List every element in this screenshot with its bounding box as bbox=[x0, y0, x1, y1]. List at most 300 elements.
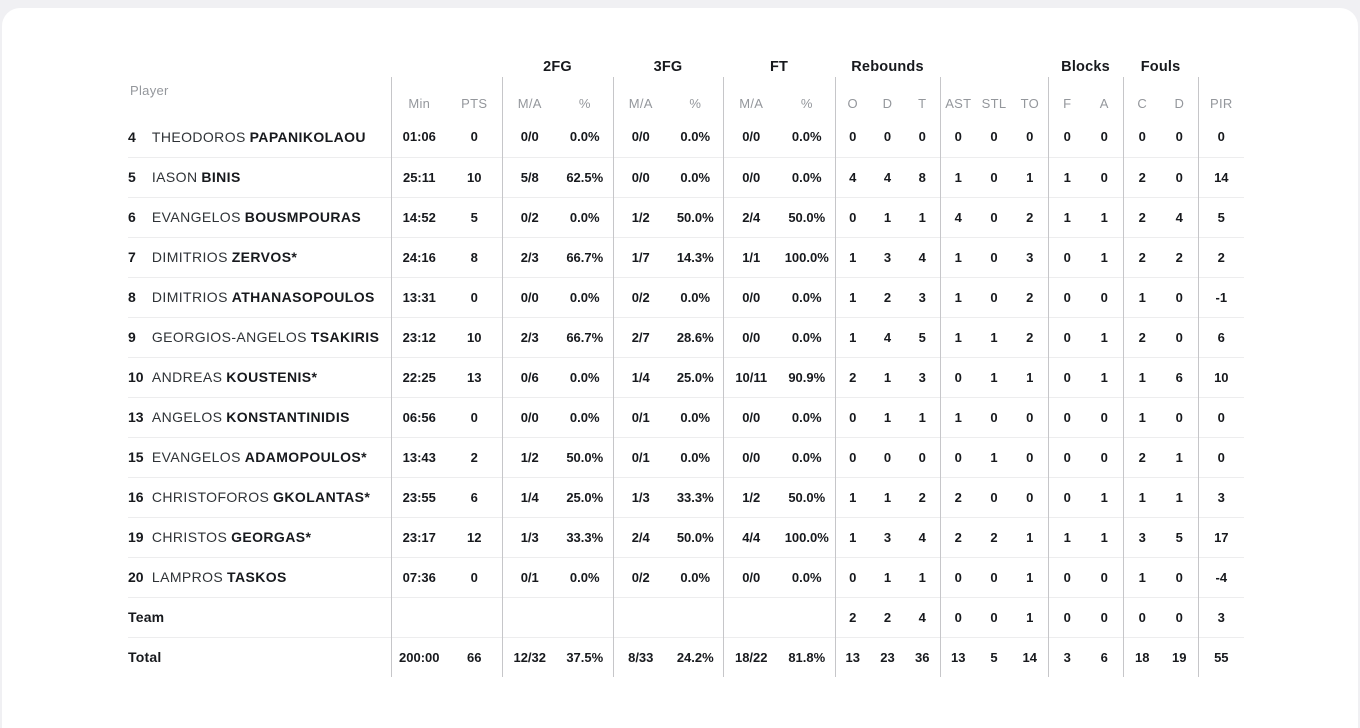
table-row bbox=[128, 397, 1244, 437]
group-header-fouls: Fouls bbox=[1140, 59, 1181, 75]
stat-cell-foul-c: 18 bbox=[1123, 637, 1161, 677]
stat-cell-reb-d: 1 bbox=[870, 477, 905, 517]
stat-cell-3fg-pct: 0.0% bbox=[668, 157, 723, 197]
stat-cell-blk-f: 0 bbox=[1048, 397, 1086, 437]
col-head-foul-d: D bbox=[1174, 96, 1185, 111]
stat-cell-reb-o: 1 bbox=[835, 477, 870, 517]
stat-cell-2fg-ma: 1/4 bbox=[502, 477, 557, 517]
jersey-number: 10 bbox=[128, 369, 144, 385]
stat-cell-3fg-ma: 0/2 bbox=[613, 557, 668, 597]
stat-cell-min: 200:00 bbox=[391, 637, 447, 677]
stat-cell-foul-c: 0 bbox=[1123, 597, 1161, 637]
stat-cell-3fg-ma: 0/2 bbox=[613, 277, 668, 317]
stat-cell-ft-pct: 0.0% bbox=[779, 157, 835, 197]
stat-cell-pir: 3 bbox=[1198, 477, 1244, 517]
stat-cell-ast: 1 bbox=[940, 157, 976, 197]
stat-cell-ft-pct: 81.8% bbox=[779, 637, 835, 677]
stat-cell-blk-a: 0 bbox=[1086, 597, 1123, 637]
stat-cell-ft-pct: 0.0% bbox=[791, 129, 822, 145]
stat-cell-reb-t: 4 bbox=[905, 597, 940, 637]
stat-cell-foul-d: 4 bbox=[1161, 197, 1198, 237]
stat-cell-3fg-ma: 2/4 bbox=[613, 517, 668, 557]
stat-cell-foul-d: 2 bbox=[1161, 237, 1198, 277]
player-cell bbox=[128, 637, 391, 677]
stat-cell-blk-a: 1 bbox=[1086, 197, 1123, 237]
player-first-name: DIMITRIOS bbox=[151, 289, 228, 305]
stat-cell-blk-f: 0 bbox=[1048, 117, 1086, 157]
stat-cell-3fg-pct: 25.0% bbox=[668, 357, 723, 397]
stat-cell-pts: 6 bbox=[447, 477, 502, 517]
stat-cell-foul-d: 6 bbox=[1161, 357, 1198, 397]
stat-cell-ft-ma: 0/0 bbox=[723, 397, 779, 437]
jersey-number: 5 bbox=[128, 169, 136, 185]
player-cell bbox=[128, 397, 391, 437]
player-cell bbox=[128, 317, 391, 357]
stat-cell-foul-c: 1 bbox=[1123, 357, 1161, 397]
group-header-ft: FT bbox=[769, 59, 789, 75]
jersey-number: 4 bbox=[128, 128, 136, 145]
stat-cell-blk-a: 1 bbox=[1086, 317, 1123, 357]
stat-cell-ft-ma: 0/0 bbox=[723, 317, 779, 357]
stat-cell-reb-d: 3 bbox=[870, 237, 905, 277]
stat-cell-reb-d: 1 bbox=[870, 557, 905, 597]
row-label: Total bbox=[128, 649, 162, 666]
stat-cell-pir: 0 bbox=[1198, 397, 1244, 437]
stat-cell-3fg-pct: 0.0% bbox=[668, 277, 723, 317]
stat-cell-foul-d: 5 bbox=[1161, 517, 1198, 557]
stat-cell-reb-t: 5 bbox=[905, 317, 940, 357]
group-header-row bbox=[128, 8, 1244, 77]
jersey-number: 15 bbox=[128, 449, 144, 465]
stat-cell-reb-o: 0 bbox=[835, 397, 870, 437]
stat-cell-reb-d: 4 bbox=[870, 317, 905, 357]
stat-cell-blk-a: 1 bbox=[1086, 357, 1123, 397]
stat-cell-ft-pct: 0.0% bbox=[779, 397, 835, 437]
stat-cell-ft-ma: 4/4 bbox=[723, 517, 779, 557]
stat-cell-stl: 0 bbox=[990, 129, 998, 145]
jersey-number: 8 bbox=[128, 289, 136, 305]
stat-cell-ft-pct: 100.0% bbox=[779, 237, 835, 277]
jersey-number: 7 bbox=[128, 249, 136, 265]
stat-cell-ast: 13 bbox=[940, 637, 976, 677]
group-header-spacer bbox=[1198, 8, 1244, 77]
stat-cell-foul-c: 2 bbox=[1123, 157, 1161, 197]
stat-cell-foul-d: 0 bbox=[1161, 157, 1198, 197]
col-head-ast: AST bbox=[940, 77, 976, 117]
stat-cell-ast: 1 bbox=[940, 397, 976, 437]
group-header-spacer bbox=[940, 8, 1048, 77]
stat-cell-ft-pct: 0.0% bbox=[779, 557, 835, 597]
stat-cell-to: 1 bbox=[1012, 357, 1048, 397]
stat-cell-2fg-pct: 66.7% bbox=[557, 237, 613, 277]
stat-cell-ft-pct: 0.0% bbox=[779, 277, 835, 317]
stat-cell-3fg-pct: 14.3% bbox=[668, 237, 723, 277]
stat-cell-reb-t: 4 bbox=[905, 517, 940, 557]
stat-cell-min: 13:31 bbox=[391, 277, 447, 317]
stat-cell-min: 01:06 bbox=[391, 117, 447, 157]
stat-cell-blk-f: 0 bbox=[1048, 477, 1086, 517]
player-cell bbox=[128, 157, 391, 197]
stat-cell-3fg-ma: 2/7 bbox=[613, 317, 668, 357]
stat-cell-foul-d: 0 bbox=[1175, 129, 1183, 145]
stat-cell-ft-ma: 18/22 bbox=[723, 637, 779, 677]
box-score-card bbox=[2, 8, 1358, 728]
stat-cell-pts: 5 bbox=[447, 197, 502, 237]
table-row bbox=[128, 557, 1244, 597]
stat-cell-ast: 1 bbox=[940, 317, 976, 357]
stat-cell-to: 2 bbox=[1012, 197, 1048, 237]
stat-cell-stl: 0 bbox=[976, 557, 1012, 597]
stat-cell-min: 23:12 bbox=[391, 317, 447, 357]
stat-cell-reb-d: 2 bbox=[870, 277, 905, 317]
stat-cell-blk-a: 0 bbox=[1100, 129, 1108, 145]
table-row bbox=[128, 237, 1244, 277]
stat-cell-blk-a: 1 bbox=[1086, 237, 1123, 277]
col-head-min: Min bbox=[391, 77, 447, 117]
stat-cell-2fg-pct: 0.0% bbox=[557, 277, 613, 317]
player-last-name: GEORGAS* bbox=[231, 529, 312, 545]
stat-cell-foul-d: 0 bbox=[1161, 557, 1198, 597]
stat-cell-3fg-ma: 1/2 bbox=[613, 197, 668, 237]
stat-cell-2fg-ma: 0/0 bbox=[502, 117, 557, 157]
stat-cell-ft-ma: 0/0 bbox=[723, 117, 779, 157]
stat-cell-ft-ma: 0/0 bbox=[723, 557, 779, 597]
stat-cell-ft-pct: 0.0% bbox=[779, 437, 835, 477]
stat-cell-reb-o: 2 bbox=[835, 597, 870, 637]
stat-cell-foul-c: 1 bbox=[1123, 277, 1161, 317]
stat-cell-3fg-pct bbox=[668, 597, 723, 637]
stat-cell-min: 22:25 bbox=[391, 357, 447, 397]
player-cell bbox=[128, 237, 391, 277]
stat-cell-ft-pct: 50.0% bbox=[779, 477, 835, 517]
stat-cell-reb-o: 0 bbox=[835, 437, 870, 477]
col-head-2fg-ma: M/A bbox=[502, 77, 557, 117]
player-first-name: ANGELOS bbox=[151, 409, 223, 425]
stat-cell-to: 2 bbox=[1012, 317, 1048, 357]
stat-cell-ft-ma: 1/1 bbox=[723, 237, 779, 277]
col-head-pir: PIR bbox=[1198, 77, 1244, 117]
stat-cell-blk-f: 1 bbox=[1048, 517, 1086, 557]
col-head-blk-a: A bbox=[1099, 96, 1109, 111]
player-last-name: BOUSMPOURAS bbox=[244, 209, 362, 225]
stat-cell-reb-d: 1 bbox=[870, 397, 905, 437]
stat-cell-min bbox=[391, 597, 447, 637]
stat-cell-foul-c: 1 bbox=[1123, 397, 1161, 437]
player-first-name: ANDREAS bbox=[151, 369, 223, 385]
stat-cell-ast: 0 bbox=[940, 117, 976, 157]
stat-cell-foul-c: 2 bbox=[1123, 237, 1161, 277]
stat-cell-stl: 1 bbox=[976, 317, 1012, 357]
stat-cell-ft-ma: 2/4 bbox=[723, 197, 779, 237]
stat-cell-ft-ma: 1/2 bbox=[723, 477, 779, 517]
stat-cell-2fg-ma: 1/2 bbox=[502, 437, 557, 477]
stat-cell-reb-d: 23 bbox=[870, 637, 905, 677]
stat-cell-2fg-ma: 2/3 bbox=[502, 237, 557, 277]
stat-cell-pts: 2 bbox=[447, 437, 502, 477]
stat-cell-foul-c: 1 bbox=[1123, 477, 1161, 517]
stat-cell-foul-c: 2 bbox=[1123, 317, 1161, 357]
player-last-name: ATHANASOPOULOS bbox=[231, 289, 375, 305]
col-head-ft-ma: M/A bbox=[723, 77, 779, 117]
jersey-number: 9 bbox=[128, 329, 136, 345]
stat-cell-to: 0 bbox=[1012, 397, 1048, 437]
stat-cell-foul-d: 0 bbox=[1161, 277, 1198, 317]
stat-cell-pir: 14 bbox=[1198, 157, 1244, 197]
stat-cell-pts: 13 bbox=[447, 357, 502, 397]
stat-cell-blk-a: 0 bbox=[1086, 277, 1123, 317]
stat-cell-3fg-ma: 0/0 bbox=[613, 157, 668, 197]
col-head-3fg-pct: % bbox=[689, 96, 702, 111]
stat-cell-to: 0 bbox=[1012, 437, 1048, 477]
jersey-number: 16 bbox=[128, 489, 144, 505]
jersey-number: 19 bbox=[128, 529, 144, 545]
stat-cell-3fg-pct: 33.3% bbox=[668, 477, 723, 517]
player-first-name: THEODOROS bbox=[151, 128, 246, 145]
stat-cell-ft-pct: 90.9% bbox=[779, 357, 835, 397]
stat-cell-stl: 2 bbox=[976, 517, 1012, 557]
stat-cell-reb-t: 3 bbox=[905, 277, 940, 317]
stat-cell-to: 1 bbox=[1012, 157, 1048, 197]
stat-cell-3fg-pct: 0.0% bbox=[680, 129, 711, 145]
col-head-ft-pct: % bbox=[800, 96, 813, 111]
stat-cell-pts: 10 bbox=[447, 157, 502, 197]
table-row bbox=[128, 437, 1244, 477]
col-head-3fg-ma: M/A bbox=[613, 77, 668, 117]
stat-cell-reb-o: 1 bbox=[835, 237, 870, 277]
stat-cell-ast: 1 bbox=[940, 237, 976, 277]
stat-cell-stl: 0 bbox=[976, 237, 1012, 277]
col-head-2fg-pct: % bbox=[578, 96, 591, 111]
stat-cell-reb-t: 8 bbox=[905, 157, 940, 197]
stat-cell-2fg-ma: 5/8 bbox=[502, 157, 557, 197]
stat-cell-ft-ma: 0/0 bbox=[723, 437, 779, 477]
stat-cell-foul-d: 19 bbox=[1161, 637, 1198, 677]
stat-cell-3fg-ma: 0/0 bbox=[613, 117, 668, 157]
stat-cell-3fg-ma: 1/4 bbox=[613, 357, 668, 397]
stat-cell-3fg-pct: 0.0% bbox=[668, 397, 723, 437]
stat-cell-stl: 1 bbox=[976, 357, 1012, 397]
stat-cell-3fg-ma: 0/1 bbox=[613, 397, 668, 437]
stat-cell-3fg-pct: 0.0% bbox=[668, 557, 723, 597]
table-row bbox=[128, 357, 1244, 397]
stat-cell-reb-t: 0 bbox=[905, 437, 940, 477]
player-first-name: LAMPROS bbox=[151, 569, 224, 585]
stat-cell-stl: 1 bbox=[976, 437, 1012, 477]
stat-cell-min: 23:55 bbox=[391, 477, 447, 517]
player-last-name: PAPANIKOLAOU bbox=[249, 128, 366, 145]
stat-cell-2fg-pct: 0.0% bbox=[557, 357, 613, 397]
stat-cell-foul-d: 1 bbox=[1161, 437, 1198, 477]
col-head-to: TO bbox=[1020, 96, 1039, 111]
stat-cell-to: 3 bbox=[1012, 237, 1048, 277]
stat-cell-pts: 0 bbox=[447, 397, 502, 437]
stat-cell-to: 0 bbox=[1012, 477, 1048, 517]
player-cell bbox=[128, 517, 391, 557]
col-head-player: Player bbox=[130, 83, 169, 98]
player-first-name: DIMITRIOS bbox=[151, 249, 228, 265]
player-first-name: EVANGELOS bbox=[151, 449, 241, 465]
stat-cell-pir: 6 bbox=[1198, 317, 1244, 357]
stat-cell-3fg-pct: 50.0% bbox=[668, 197, 723, 237]
stat-cell-pir: 0 bbox=[1198, 437, 1244, 477]
stat-cell-reb-o: 0 bbox=[835, 117, 870, 157]
stat-cell-pir: 3 bbox=[1198, 597, 1244, 637]
col-head-pts: PTS bbox=[461, 96, 488, 111]
group-header-blocks: Blocks bbox=[1061, 59, 1110, 75]
stat-cell-reb-t: 1 bbox=[905, 557, 940, 597]
stat-cell-pir: -4 bbox=[1198, 557, 1244, 597]
col-head-reb-o: O bbox=[835, 77, 870, 117]
stat-cell-blk-f: 0 bbox=[1048, 237, 1086, 277]
stat-cell-2fg-ma: 0/0 bbox=[502, 277, 557, 317]
group-header-2fg: 2FG bbox=[543, 59, 572, 75]
stat-cell-reb-o: 0 bbox=[835, 197, 870, 237]
player-first-name: CHRISTOFOROS bbox=[151, 489, 270, 505]
table-row bbox=[128, 317, 1244, 357]
stat-cell-2fg-pct: 0.0% bbox=[557, 557, 613, 597]
stat-cell-reb-d: 3 bbox=[870, 517, 905, 557]
stat-cell-foul-d: 0 bbox=[1161, 597, 1198, 637]
stat-cell-pir: -1 bbox=[1198, 277, 1244, 317]
player-last-name: ADAMOPOULOS* bbox=[244, 449, 367, 465]
stat-cell-ft-pct: 100.0% bbox=[779, 517, 835, 557]
group-header-spacer bbox=[128, 8, 502, 77]
stat-cell-blk-f: 0 bbox=[1048, 557, 1086, 597]
stat-cell-2fg-ma: 1/3 bbox=[502, 517, 557, 557]
stat-cell-foul-d: 0 bbox=[1161, 317, 1198, 357]
stat-cell-reb-o: 1 bbox=[835, 517, 870, 557]
stat-cell-to: 1 bbox=[1012, 597, 1048, 637]
stat-cell-ft-ma: 0/0 bbox=[723, 157, 779, 197]
stat-cell-blk-a: 0 bbox=[1086, 437, 1123, 477]
player-cell bbox=[128, 597, 391, 637]
stat-cell-3fg-ma: 1/3 bbox=[613, 477, 668, 517]
stat-cell-pir: 2 bbox=[1198, 237, 1244, 277]
player-first-name: GEORGIOS-ANGELOS bbox=[151, 329, 307, 345]
stat-cell-3fg-ma: 1/7 bbox=[613, 237, 668, 277]
stat-cell-reb-o: 4 bbox=[835, 157, 870, 197]
stat-cell-foul-c: 3 bbox=[1123, 517, 1161, 557]
stat-cell-blk-f: 0 bbox=[1048, 357, 1086, 397]
stat-cell-pts: 8 bbox=[447, 237, 502, 277]
stat-cell-2fg-ma: 0/2 bbox=[502, 197, 557, 237]
stat-cell-reb-d: 0 bbox=[883, 129, 892, 145]
stat-cell-2fg-pct: 25.0% bbox=[557, 477, 613, 517]
stat-cell-2fg-ma: 0/1 bbox=[502, 557, 557, 597]
stat-cell-2fg-ma: 0/6 bbox=[502, 357, 557, 397]
player-last-name: KOUSTENIS* bbox=[226, 369, 318, 385]
table-row bbox=[128, 117, 1244, 157]
stat-cell-3fg-ma bbox=[613, 597, 668, 637]
stat-cell-foul-d: 0 bbox=[1161, 397, 1198, 437]
stat-cell-pir: 55 bbox=[1198, 637, 1244, 677]
stat-cell-2fg-pct bbox=[557, 597, 613, 637]
stat-cell-blk-a: 6 bbox=[1086, 637, 1123, 677]
player-last-name: BINIS bbox=[201, 169, 241, 185]
stat-cell-min: 24:16 bbox=[391, 237, 447, 277]
stat-cell-pir: 17 bbox=[1198, 517, 1244, 557]
table-row bbox=[128, 157, 1244, 197]
stat-cell-to: 14 bbox=[1012, 637, 1048, 677]
jersey-number: 6 bbox=[128, 209, 136, 225]
player-cell bbox=[128, 437, 391, 477]
summary-row bbox=[128, 597, 1244, 637]
stat-cell-ast: 2 bbox=[940, 517, 976, 557]
stat-cell-reb-t: 1 bbox=[905, 197, 940, 237]
stat-cell-to: 0 bbox=[1026, 129, 1034, 145]
player-last-name: KONSTANTINIDIS bbox=[226, 409, 350, 425]
stat-cell-3fg-pct: 28.6% bbox=[668, 317, 723, 357]
stat-cell-ft-pct bbox=[779, 597, 835, 637]
stat-cell-ft-ma bbox=[723, 597, 779, 637]
jersey-number: 13 bbox=[128, 409, 144, 425]
stat-cell-pts: 0 bbox=[470, 129, 478, 145]
stat-cell-reb-d: 4 bbox=[870, 157, 905, 197]
table-row bbox=[128, 197, 1244, 237]
stat-cell-2fg-ma bbox=[502, 597, 557, 637]
player-last-name: GKOLANTAS* bbox=[273, 489, 371, 505]
stat-cell-min: 25:11 bbox=[391, 157, 447, 197]
stat-cell-stl: 0 bbox=[976, 197, 1012, 237]
player-cell bbox=[128, 117, 391, 157]
stat-cell-reb-o: 2 bbox=[835, 357, 870, 397]
stat-cell-blk-f: 0 bbox=[1048, 317, 1086, 357]
table-row bbox=[128, 477, 1244, 517]
player-cell bbox=[128, 557, 391, 597]
stat-cell-min: 23:17 bbox=[391, 517, 447, 557]
stat-cell-blk-f: 3 bbox=[1048, 637, 1086, 677]
stat-cell-stl: 0 bbox=[976, 397, 1012, 437]
player-first-name: IASON bbox=[151, 169, 198, 185]
player-cell bbox=[128, 357, 391, 397]
stat-cell-to: 2 bbox=[1012, 277, 1048, 317]
stat-cell-reb-t: 3 bbox=[905, 357, 940, 397]
stat-cell-2fg-ma: 0/0 bbox=[502, 397, 557, 437]
stat-cell-blk-f: 0 bbox=[1048, 437, 1086, 477]
player-cell bbox=[128, 197, 391, 237]
box-score-table bbox=[128, 8, 1244, 677]
stat-cell-ft-ma: 10/11 bbox=[723, 357, 779, 397]
player-last-name: TASKOS bbox=[227, 569, 287, 585]
col-head-blk-f: F bbox=[1048, 77, 1086, 117]
stat-cell-blk-f: 0 bbox=[1048, 277, 1086, 317]
stat-cell-ast: 0 bbox=[940, 437, 976, 477]
stat-cell-ft-ma: 0/0 bbox=[723, 277, 779, 317]
stat-cell-2fg-pct: 0.0% bbox=[557, 197, 613, 237]
stat-cell-2fg-ma: 12/32 bbox=[502, 637, 557, 677]
stat-cell-foul-c: 0 bbox=[1123, 117, 1161, 157]
stat-cell-blk-a: 0 bbox=[1086, 397, 1123, 437]
stat-cell-stl: 0 bbox=[976, 277, 1012, 317]
stat-cell-blk-a: 1 bbox=[1086, 477, 1123, 517]
stat-cell-pir: 0 bbox=[1198, 117, 1244, 157]
stat-cell-reb-t: 0 bbox=[918, 129, 926, 145]
col-head-foul-c: C bbox=[1123, 77, 1161, 117]
group-header-3fg: 3FG bbox=[653, 59, 683, 75]
jersey-number: 20 bbox=[128, 569, 144, 585]
stat-cell-blk-a: 0 bbox=[1086, 157, 1123, 197]
stat-cell-reb-t: 36 bbox=[905, 637, 940, 677]
stat-cell-ast: 0 bbox=[940, 357, 976, 397]
stat-cell-3fg-pct: 50.0% bbox=[668, 517, 723, 557]
stat-cell-foul-c: 2 bbox=[1123, 197, 1161, 237]
stat-cell-reb-o: 13 bbox=[835, 637, 870, 677]
stat-cell-2fg-pct: 0.0% bbox=[569, 129, 600, 145]
stat-cell-ft-pct: 0.0% bbox=[779, 317, 835, 357]
stat-cell-pts: 0 bbox=[447, 277, 502, 317]
stat-cell-blk-a: 1 bbox=[1086, 517, 1123, 557]
stat-cell-ast: 2 bbox=[940, 477, 976, 517]
